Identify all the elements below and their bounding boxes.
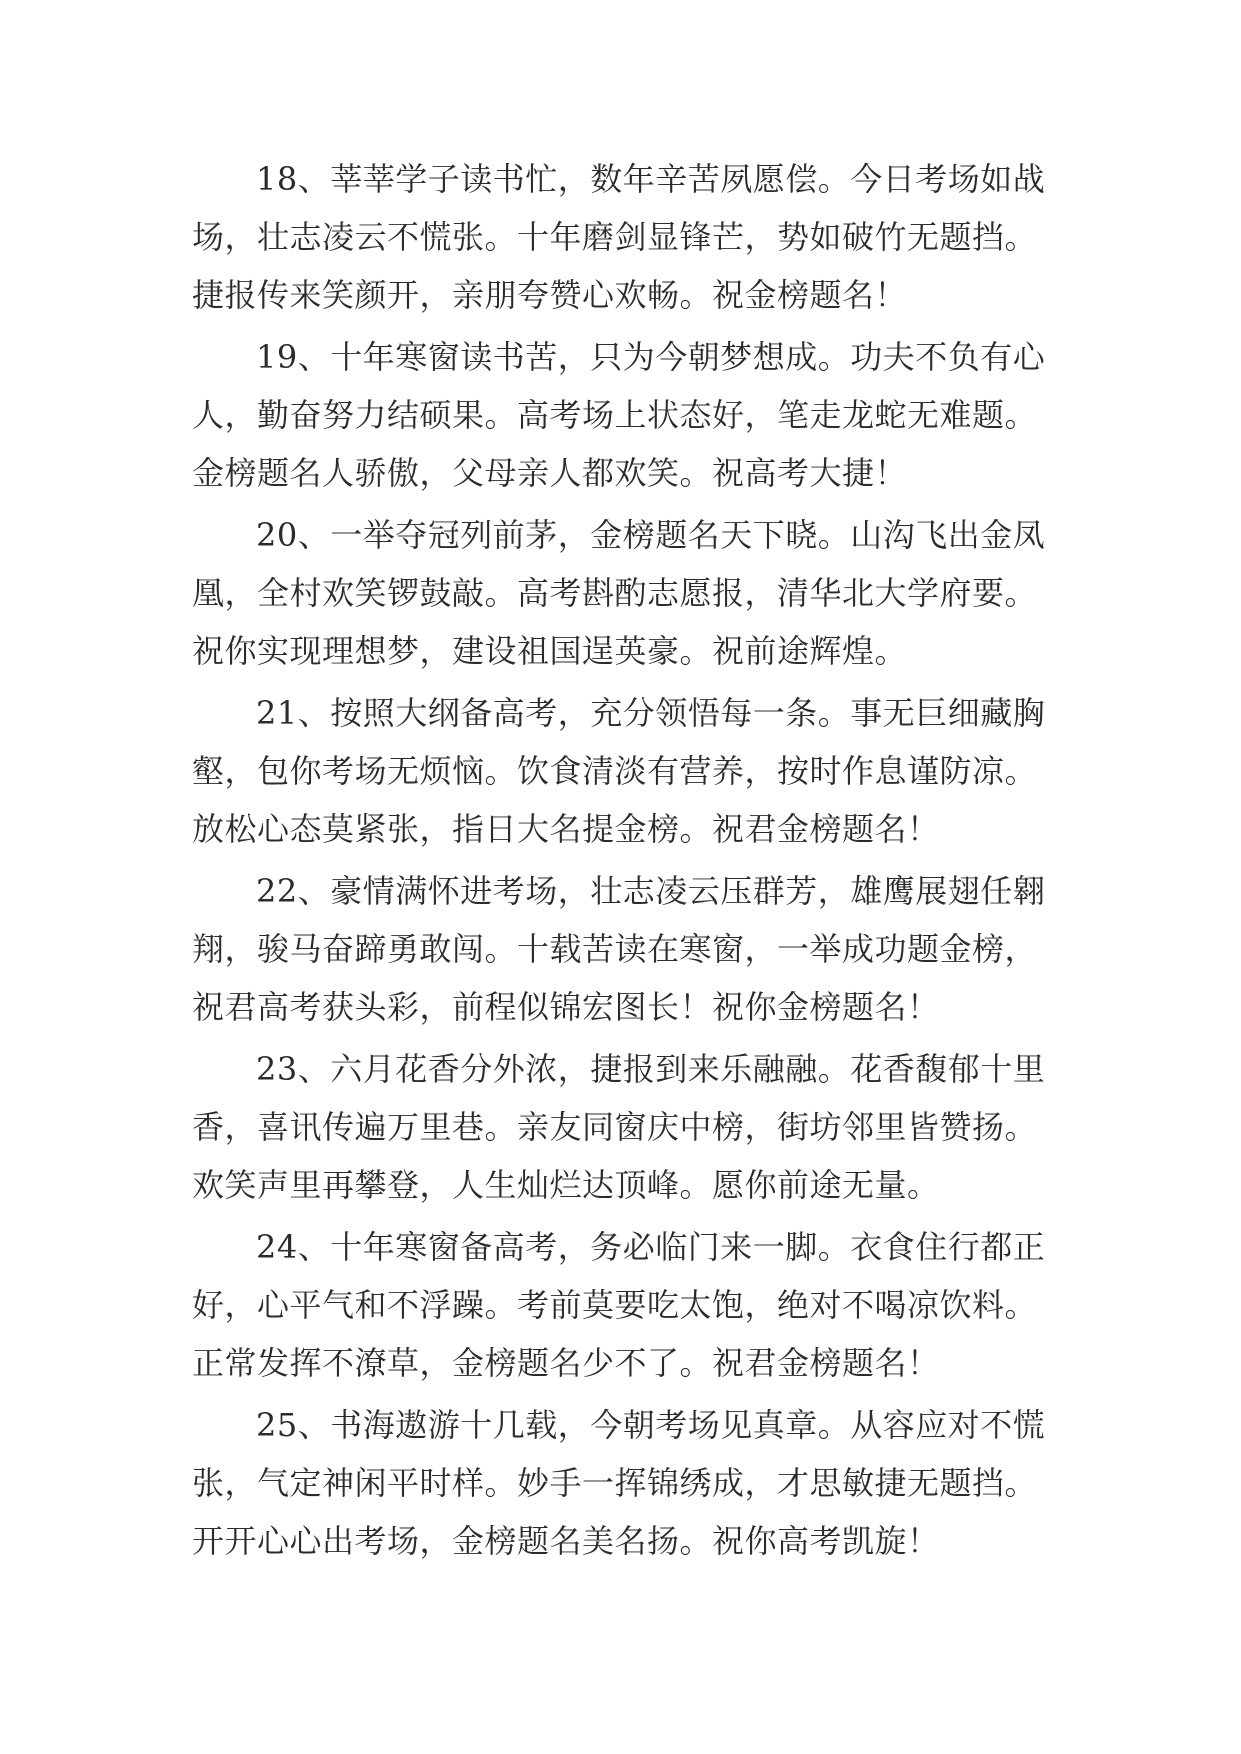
paragraph-line: 开开心心出考场，金榜题名美名扬。祝你高考凯旋！ <box>192 1522 940 1560</box>
paragraph-line: 凰，全村欢笑锣鼓敲。高考斟酌志愿报，清华北大学府要。 <box>192 574 1038 612</box>
paragraph-line: 人，勤奋努力结硕果。高考场上状态好，笔走龙蛇无难题。 <box>192 396 1038 434</box>
paragraph-line: 壑，包你考场无烦恼。饮食清淡有营养，按时作息谨防凉。 <box>192 752 1038 790</box>
paragraph-line: 场，壮志凌云不慌张。十年磨剑显锋芒，势如破竹无题挡。 <box>192 218 1038 256</box>
paragraph-line: 香，喜讯传遍万里巷。亲友同窗庆中榜，街坊邻里皆赞扬。 <box>192 1108 1038 1146</box>
paragraph-line: 23、六月花香分外浓，捷报到来乐融融。花香馥郁十里 <box>256 1050 1046 1088</box>
paragraph-line: 祝君高考获头彩，前程似锦宏图长！祝你金榜题名！ <box>192 988 940 1026</box>
paragraph-18 <box>192 150 1076 324</box>
paragraph-line: 20、一举夺冠列前茅，金榜题名天下晓。山沟飞出金凤 <box>256 516 1046 554</box>
paragraph-line: 欢笑声里再攀登，人生灿烂达顶峰。愿你前途无量。 <box>192 1166 940 1204</box>
paragraph-line: 24、十年寒窗备高考，务必临门来一脚。衣食住行都正 <box>256 1228 1046 1266</box>
paragraph-19 <box>192 328 1076 502</box>
paragraph-line: 22、豪情满怀进考场，壮志凌云压群芳，雄鹰展翅任翱 <box>256 872 1046 910</box>
paragraph-21 <box>192 684 1076 858</box>
paragraph-22 <box>192 862 1076 1036</box>
paragraph-line: 翔，骏马奋蹄勇敢闯。十载苦读在寒窗，一举成功题金榜， <box>192 930 1038 968</box>
paragraph-line: 19、十年寒窗读书苦，只为今朝梦想成。功夫不负有心 <box>256 338 1046 376</box>
paragraph-20 <box>192 506 1076 680</box>
paragraph-line: 18、莘莘学子读书忙，数年辛苦夙愿偿。今日考场如战 <box>256 160 1046 198</box>
paragraph-line: 祝你实现理想梦，建设祖国逞英豪。祝前途辉煌。 <box>192 632 908 670</box>
paragraph-line: 金榜题名人骄傲，父母亲人都欢笑。祝高考大捷！ <box>192 454 908 492</box>
paragraph-line: 21、按照大纲备高考，充分领悟每一条。事无巨细藏胸 <box>256 694 1046 732</box>
paragraph-24 <box>192 1218 1076 1392</box>
paragraph-line: 张，气定神闲平时样。妙手一挥锦绣成，才思敏捷无题挡。 <box>192 1464 1038 1502</box>
paragraph-line: 捷报传来笑颜开，亲朋夸赞心欢畅。祝金榜题名！ <box>192 276 908 314</box>
paragraph-line: 正常发挥不潦草，金榜题名少不了。祝君金榜题名！ <box>192 1344 940 1382</box>
paragraph-line: 放松心态莫紧张，指日大名提金榜。祝君金榜题名！ <box>192 810 940 848</box>
paragraph-25 <box>192 1396 1076 1570</box>
document-body <box>192 150 1076 1574</box>
paragraph-line: 好，心平气和不浮躁。考前莫要吃太饱，绝对不喝凉饮料。 <box>192 1286 1038 1324</box>
paragraph-23 <box>192 1040 1076 1214</box>
paragraph-line: 25、书海遨游十几载，今朝考场见真章。从容应对不慌 <box>256 1406 1046 1444</box>
